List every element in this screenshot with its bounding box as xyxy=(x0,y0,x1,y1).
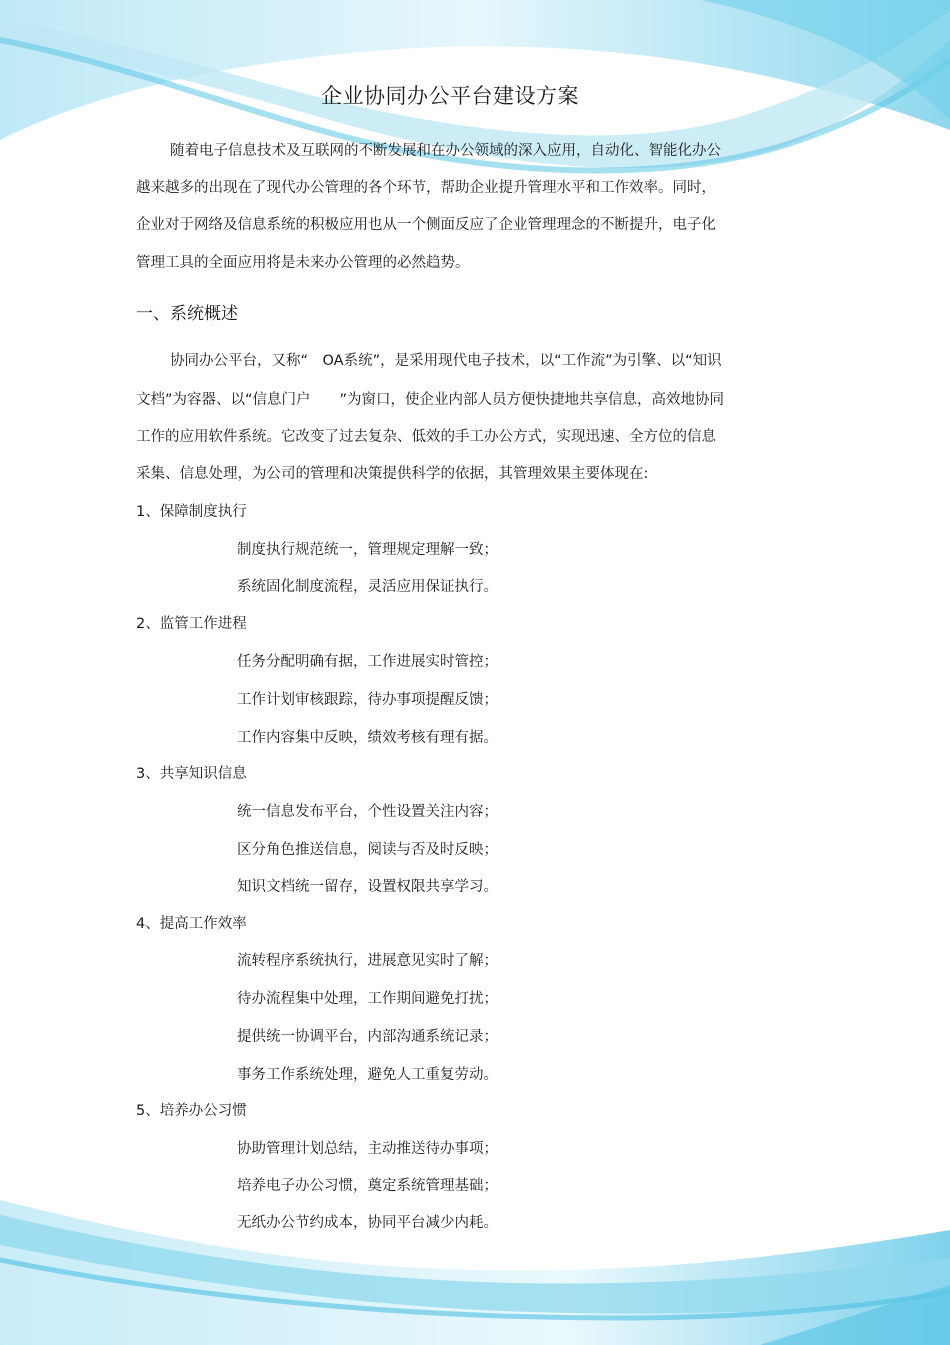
list-item: 待办流程集中处理，工作期间避免打扰； xyxy=(237,991,498,1007)
list-item: 培养电子办公习惯，奠定系统管理基础； xyxy=(237,1178,498,1194)
list-item: 无纸办公节约成本，协同平台减少内耗。 xyxy=(237,1215,498,1231)
list-item: 协助管理计划总结，主动推送待办事项； xyxy=(237,1141,498,1157)
list-item: 事务工作系统处理，避免人工重复劳动。 xyxy=(237,1067,498,1083)
intro-line: 管理工具的全面应用将是未来办公管理的必然趋势。 xyxy=(136,255,470,271)
list-item: 系统固化制度流程，灵活应用保证执行。 xyxy=(237,579,498,595)
list-item: 制度执行规范统一，管理规定理解一致； xyxy=(237,542,498,558)
subsection-title: 1、保障制度执行 xyxy=(136,504,247,520)
list-item: 任务分配明确有据，工作进展实时管控； xyxy=(237,654,498,670)
subsection-title: 2、监管工作进程 xyxy=(136,616,247,632)
list-item: 区分角色推送信息，阅读与否及时反映； xyxy=(237,842,498,858)
section-heading: 一、系统概述 xyxy=(136,304,238,324)
subsection-title: 4、提高工作效率 xyxy=(136,916,247,932)
section-paragraph-line: 协同办公平台，又称“ OA系统”，是采用现代电子技术，以“工作流”为引擎、以“知识 xyxy=(170,353,722,369)
intro-line: 越来越多的出现在了现代办公管理的各个环节，帮助企业提升管理水平和工作效率。同时， xyxy=(136,180,716,196)
subsection-title: 5、培养办公习惯 xyxy=(136,1103,247,1119)
document-title: 企业协同办公平台建设方案 xyxy=(321,84,579,108)
list-item: 统一信息发布平台，个性设置关注内容； xyxy=(237,804,498,820)
list-item: 知识文档统一留存，设置权限共享学习。 xyxy=(237,879,498,895)
list-item: 工作内容集中反映，绩效考核有理有据。 xyxy=(237,730,498,746)
section-paragraph-line: 工作的应用软件系统。它改变了过去复杂、低效的手工办公方式，实现迅速、全方位的信息 xyxy=(136,429,716,445)
list-item: 提供统一协调平台，内部沟通系统记录； xyxy=(237,1029,498,1045)
intro-line: 随着电子信息技术及互联网的不断发展和在办公领域的深入应用，自动化、智能化办公 xyxy=(170,143,721,159)
subsection-title: 3、共享知识信息 xyxy=(136,766,247,782)
list-item: 流转程序系统执行，进展意见实时了解； xyxy=(237,953,498,969)
section-paragraph-line: 采集、信息处理，为公司的管理和决策提供科学的依据，其管理效果主要体现在: xyxy=(136,466,649,482)
section-paragraph-line: 文档”为容器、以“信息门户 ”为窗口，使企业内部人员方便快捷地共享信息，高效地协同 xyxy=(136,392,725,408)
intro-line: 企业对于网络及信息系统的积极应用也从一个侧面反应了企业管理理念的不断提升，电子化 xyxy=(136,217,716,233)
list-item: 工作计划审核跟踪，待办事项提醒反馈； xyxy=(237,692,498,708)
